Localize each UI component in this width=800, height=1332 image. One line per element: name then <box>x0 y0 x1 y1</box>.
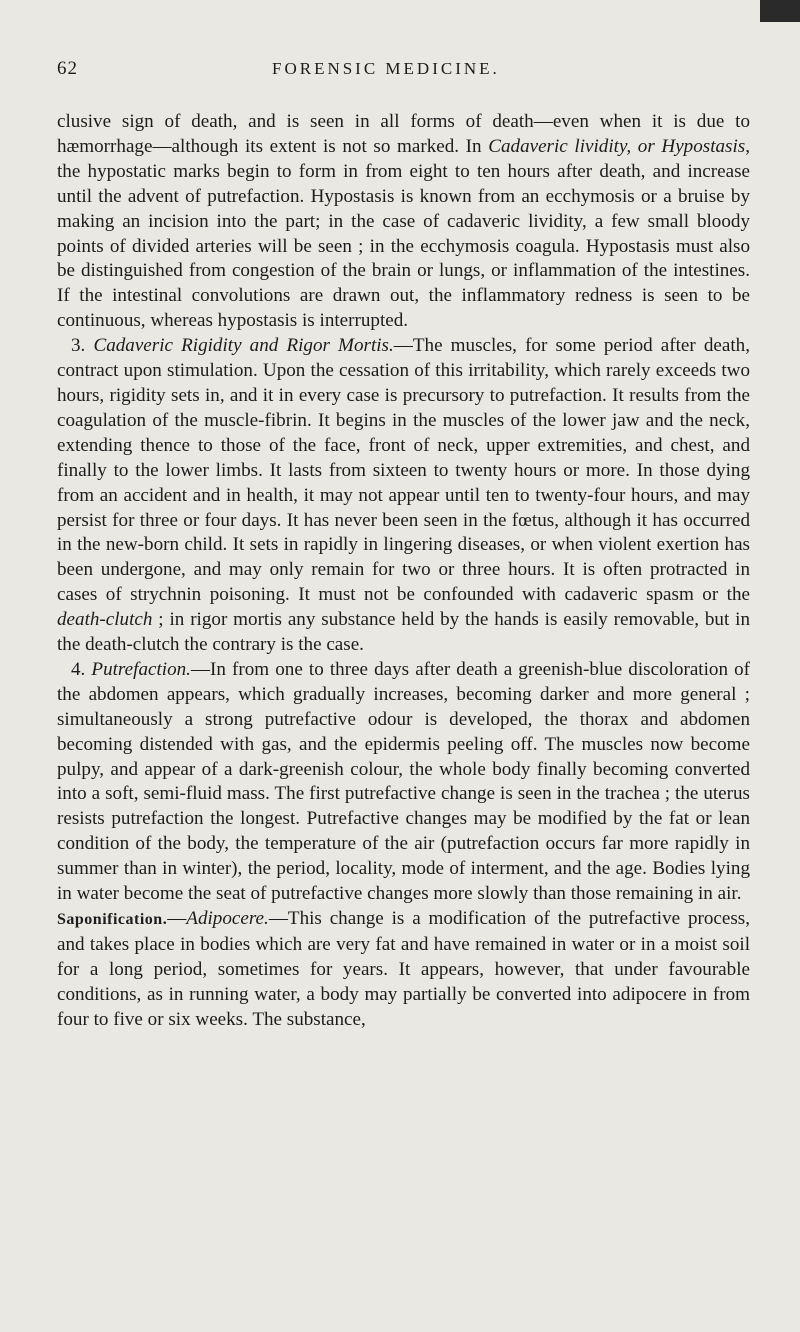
body-text <box>57 110 750 1033</box>
text-run: —This change is a modification of the putrefactive process, and takes place in bodies which are very fat and have remained in water or in a moist soil for a long period, sometimes for years. It appears, however, that under favourable conditions, as in running water, a body may partially be converted into adipocere in from four to five or six weeks. The substance, <box>57 908 750 1030</box>
paragraph-p3 <box>57 658 750 907</box>
paragraph-p4 <box>57 907 750 1033</box>
paragraph-p2 <box>57 334 750 658</box>
page-number: 62 <box>57 58 78 79</box>
text-run: , the hypostatic marks begin to form in from eight to ten hours after death, and increase until the advent of putrefaction. Hypostasis is known from an ecchymosis or a bruise by making an incision into the part; in the case of cadaveric lividity, a few small bloody points of divided arteries will be seen ; in the ecchymosis coagula. Hypostasis must also be distinguished from congestion of the brain or lungs, or inflammation of the intestines. If the intestinal convolutions are drawn out, the inflammatory redness is seen to be continuous, whereas hypostasis is interrupted. <box>57 135 750 332</box>
italic-term: Cadaveric lividity, or Hypostasis <box>488 135 746 157</box>
text-run: 3. <box>71 335 94 357</box>
section-heading: Saponification. <box>57 911 168 928</box>
italic-term: Putrefaction. <box>91 658 191 680</box>
text-run: ; in rigor mortis any substance held by the hands is easily removable, but in the death-clutch the contrary is the case. <box>57 609 750 656</box>
italic-term: death-clutch <box>57 609 153 631</box>
text-run: —In from one to three days after death a greenish-blue discoloration of the abdomen appears, which gradually increases, becoming darker and more general ; simultaneously a strong putrefactive odour is developed, the thorax and abdomen becoming distended with gas, and the epidermis peeling off. The muscles now become pulpy, and appear of a dark-greenish colour, the whole body finally becoming converted into a soft, semi-fluid mass. The first putrefactive change is seen in the trachea ; the uterus resists putrefaction the longest. Putrefactive changes may be modified by the fat or lean condition of the body, the temperature of the air (putrefaction occurs far more rapidly in summer than in winter), the period, locality, mode of interment, and the age. Bodies lying in water become the seat of putrefactive changes more slowly than those remaining in air. <box>57 658 750 905</box>
italic-term: Cadaveric Rigidity and Rigor Mortis. <box>93 335 394 357</box>
scan-edge-shadow <box>760 0 800 22</box>
text-run: 4. <box>71 658 92 680</box>
text-run: clusive sign of death, and is seen in all forms of death—even when it is due to hæmorrhage—although its extent is not so marked. In <box>57 111 750 157</box>
text-run: —The muscles, for some period after death, contract upon stimulation. Upon the cessation of this irritability, which rarely exceeds two hours, rigidity sets in, and it in every case is precursory to putrefaction. It results from the coagulation of the muscle-fibrin. It begins in the muscles of the lower jaw and the neck, extending thence to those of the face, front of neck, upper extremities, and chest, and finally to the lower limbs. It lasts from sixteen to twenty hours or more. In those dying from an accident and in health, it may not appear until ten to twenty-four hours, and may persist for three or four days. It has never been seen in the fœtus, although it has occurred in the new-born child. It sets in rapidly in lingering diseases, or when violent exertion has been undergone, and may only remain for two or three hours. It is often protracted in cases of strychnin poisoning. It must not be confounded with cadaveric spasm or the <box>57 335 750 606</box>
paragraph-p1 <box>57 110 750 334</box>
page-header <box>57 58 750 88</box>
text-run: — <box>167 908 187 929</box>
running-title: FORENSIC MEDICINE. <box>272 59 500 78</box>
italic-term: Adipocere. <box>186 908 269 929</box>
